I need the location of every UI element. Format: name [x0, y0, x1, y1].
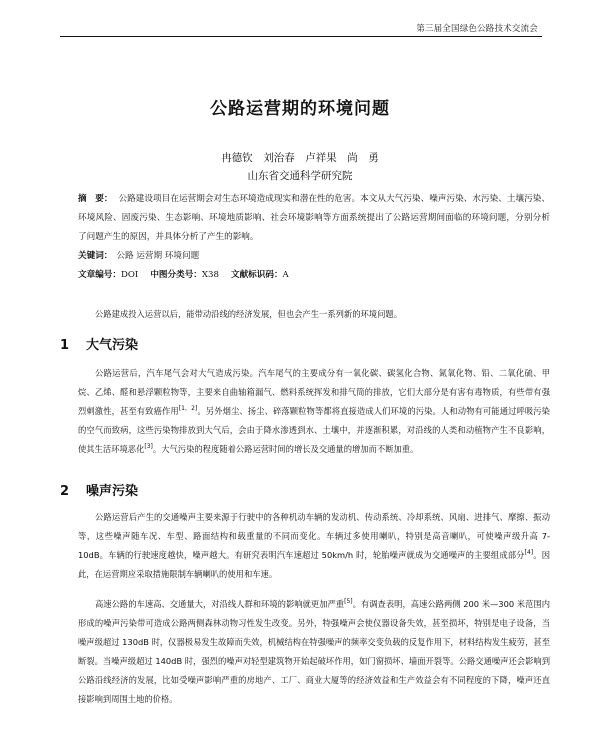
citation: [5]	[344, 598, 353, 606]
abstract-text: 公路建设项目在运营期会对生态环境造成现实和潜在性的危害。本文从大气污染、噪声污染、水污染、土壤污染、环境风险、固废污染、生态影响、环境地质影响、社会环境影响等方面系统提出了公路运营期间面临的环境问题，分别分析了问题产生的原因，并具体分析了产生的影响。	[78, 194, 550, 242]
section-heading-1	[60, 334, 138, 353]
keywords-text: 公路 运营期 环境问题	[116, 251, 200, 261]
section-number: 1	[60, 338, 70, 353]
paper-authors: 冉德钦 刘治春 卢祥果 尚 勇	[221, 152, 379, 164]
header-rule	[60, 36, 542, 37]
paragraph-text: 高速公路的车速高、交通量大，对沿线人群和环境的影响就更加严重	[95, 599, 345, 609]
section-title: 噪声污染	[86, 484, 139, 499]
clc-value: X38	[201, 270, 219, 280]
running-header: 第三届全国绿色公路技术交流会	[416, 24, 538, 34]
intro-paragraph: 公路建成投入运营以后，能带动沿线的经济发展，但也会产生一系列新的环境问题。	[95, 309, 402, 319]
doc-id-value: A	[282, 270, 289, 280]
paragraph-text: 。因此，在运营期应采取措施限制车辆喇叭的使用和车速。	[78, 550, 550, 579]
paper-affiliation: 山东省交通科学研究院	[247, 170, 353, 182]
keywords	[78, 247, 550, 266]
section-2-paragraph-1	[78, 508, 550, 584]
paragraph-text: 。另外烟尘、扬尘、碎落颗粒物等都将直接造成人们环境的污染。人和动物有可能通过呼吸污染的空气而致病，这些污染物排放到大气后，会由于降水渗透到水、土壤中，并逐渐积累，对沿线的人类和动植物产生不良影响，使其生活环境恶化	[78, 406, 550, 454]
doc-code-label: 文章编号：	[78, 270, 121, 280]
doc-code-value: DOI	[120, 270, 139, 280]
doc-id-label: 文献标识码：	[230, 270, 283, 280]
section-1-paragraph-1	[78, 364, 550, 459]
abstract	[78, 190, 550, 247]
paragraph-text: 公路运营后产生的交通噪声主要来源于行驶中的各种机动车辆的发动机、传动系统、冷却系统、风扇、进排气、摩擦、振动等，这些噪声随车况、车型、路面结构和载重量的不同而变化。车辆过多使用喇叭，特别是高音喇叭，可使噪声级升高 7-10dB。车辆的行驶速度越快，噪声越大。有研究表明汽车速超过 50km/h 时，轮胎噪声就成为交通噪声的主要组成部分	[78, 512, 550, 560]
citation: [3]	[144, 443, 153, 451]
paragraph-text: 。有调查表明，高速公路两侧 200 米—300 米范围内形成的噪声污染带可造成公路两侧森林动物习性发生改变。另外，特强噪声会使仪器设备失效，甚至损坏，特别是电子设备，当噪声级超过 130dB 时，仪器极易发生故障而失效，机械结构在特强噪声的频率交变负载的反复作用下，材料结构发生疲劳，甚至断裂。当噪声级超过 140dB 时，强烈的噪声对轻型建筑物开始起破坏作用，如门窗损坏、墙面开裂等。公路交通噪声还会影响到公路沿线经济的发展，比如受噪声影响严重的房地产、工厂、商业大厦等的经济效益和生产效益会有不同程度的下降，噪声还直接影响到周围土地的价格。	[78, 599, 550, 704]
section-heading-2	[60, 480, 138, 499]
article-meta	[78, 266, 550, 285]
section-2-paragraph-2	[78, 595, 550, 709]
section-number: 2	[60, 484, 70, 499]
paragraph-text: 公路运营后，汽车尾气会对大气造成污染。汽车尾气的主要成分有一氧化碳、碳氢化合物、氮氧化物、铅、二氧化硫、甲烷、乙烯、醛和悬浮颗粒物等，主要来自曲轴箱漏气、燃料系统挥发和排气筒的排放，它们大部分是有害有毒物质，有些带有强烈刺激性，甚至有致癌作用	[78, 368, 550, 416]
citation: [1，2]	[178, 405, 198, 413]
paragraph-text: 。大气污染的程度随着公路运营时间的增长及交通量的增加而不断加重。	[152, 444, 419, 454]
section-title: 大气污染	[86, 338, 139, 353]
clc-label: 中图分类号：	[150, 270, 202, 280]
keywords-label: 关键词：	[78, 251, 113, 261]
abstract-label: 摘 要：	[78, 194, 113, 204]
paper-title: 公路运营期的环境问题	[210, 99, 390, 119]
citation: [4]	[524, 549, 534, 557]
